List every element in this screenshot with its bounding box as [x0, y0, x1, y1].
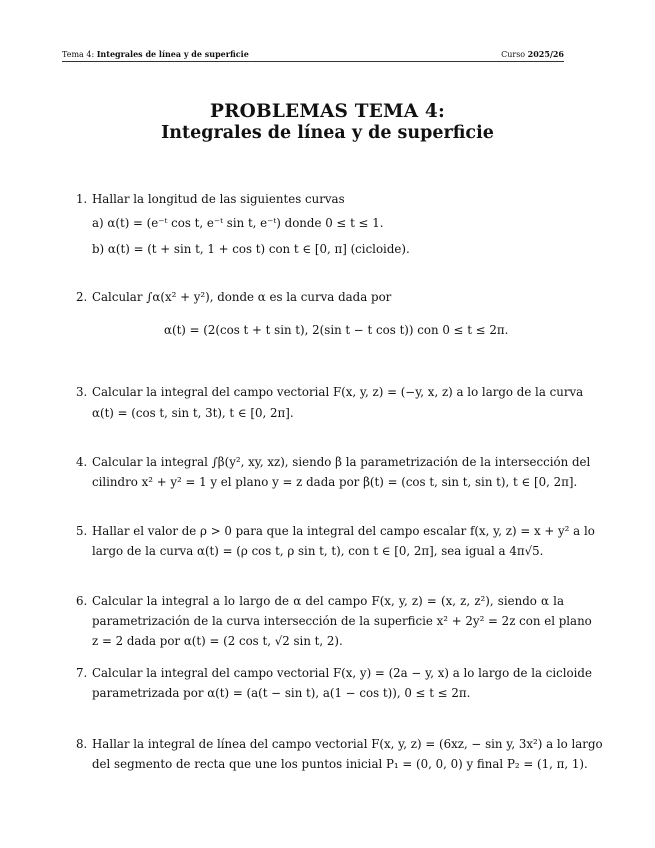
problem-text-2: α(t) = (cos t, sin t, 3t), t ∈ [0, 2π]. [92, 406, 294, 420]
problem-text: Hallar la integral de línea del campo vectorial F(x, y, z) = (6xz, − sin y, 3x²) a lo largo [92, 737, 603, 751]
problem-text-2: cilindro x² + y² = 1 y el plano y = z dada por β(t) = (cos t, sin t, sin t), t ∈ [0, 2π]. [92, 475, 578, 489]
page-header [62, 47, 564, 62]
problem-text-3: z = 2 dada por α(t) = (2 cos t, √2 sin t, 2). [92, 634, 343, 648]
problem-text: Hallar el valor de ρ > 0 para que la integral del campo escalar f(x, y, z) = x + y² a lo [92, 524, 595, 538]
header-left [62, 49, 249, 59]
problem-number: 5. [76, 524, 88, 538]
problem-number: 1. [76, 192, 88, 206]
problem-item-b: b) α(t) = (t + sin t, 1 + cos t) con t ∈ [0, π] (cicloide). [92, 242, 410, 256]
problem-text-2: largo de la curva α(t) = (ρ cos t, ρ sin t, t), con t ∈ [0, 2π], sea igual a 4π√5. [92, 544, 544, 558]
problem-text-2: parametrización de la curva intersección de la superficie x² + 2y² = 2z con el plano [92, 614, 592, 628]
header-topic-prefix: Tema 4: [62, 50, 95, 59]
problem-text: Hallar la longitud de las siguientes curvas [92, 192, 345, 206]
problem-text: Calcular ∫α(x² + y²), donde α es la curva dada por [92, 290, 392, 304]
header-topic-title: Integrales de línea y de superficie [96, 49, 249, 59]
header-course-prefix: Curso [501, 50, 526, 59]
problem-number: 3. [76, 385, 88, 399]
problem-number: 7. [76, 666, 88, 680]
problem-text: Calcular la integral del campo vectorial F(x, y) = (2a − y, x) a lo largo de la cicloide [92, 666, 592, 680]
problem-item-a: a) α(t) = (e⁻ᵗ cos t, e⁻ᵗ sin t, e⁻ᵗ) donde 0 ≤ t ≤ 1. [92, 216, 384, 230]
problem-text-2: parametrizada por α(t) = (a(t − sin t), a(1 − cos t)), 0 ≤ t ≤ 2π. [92, 686, 471, 700]
problem-number: 4. [76, 455, 88, 469]
problem-number: 6. [76, 594, 88, 608]
problem-text: Calcular la integral a lo largo de α del campo F(x, y, z) = (x, z, z²), siendo α la [92, 594, 564, 608]
header-right [501, 49, 564, 59]
problem-number: 2. [76, 290, 88, 304]
page-subtitle: Integrales de línea y de superficie [161, 123, 494, 143]
problem-formula: α(t) = (2(cos t + t sin t), 2(sin t − t cos t)) con 0 ≤ t ≤ 2π. [164, 323, 509, 337]
problem-text: Calcular la integral del campo vectorial F(x, y, z) = (−y, x, z) a lo largo de la curva [92, 385, 584, 399]
problem-text: Calcular la integral ∫β(y², xy, xz), siendo β la parametrización de la intersección del [92, 455, 591, 469]
header-course-year: 2025/26 [527, 49, 564, 59]
problem-text-2: del segmento de recta que une los puntos inicial P₁ = (0, 0, 0) y final P₂ = (1, π, 1). [92, 757, 588, 771]
page-title: PROBLEMAS TEMA 4: [209, 101, 446, 122]
problem-number: 8. [76, 737, 88, 751]
